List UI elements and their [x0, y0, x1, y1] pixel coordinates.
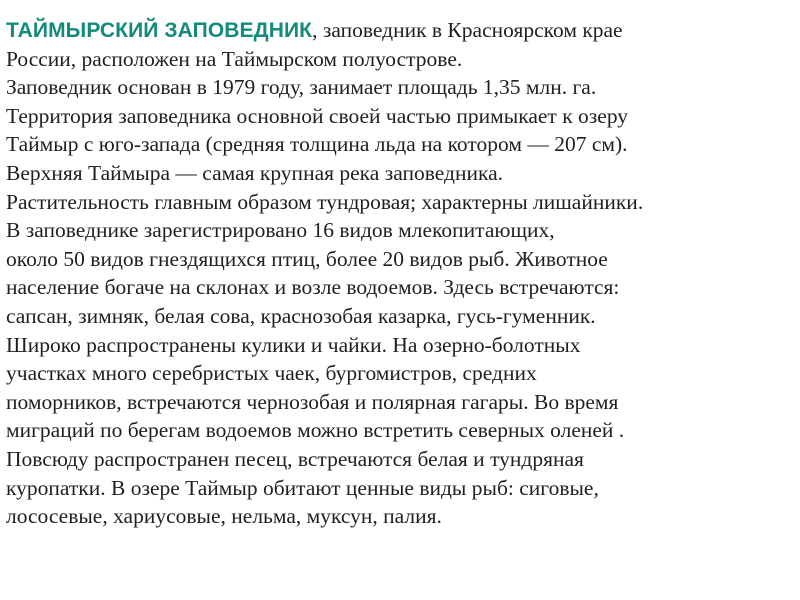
paragraph-line: сапсан, зимняк, белая сова, краснозобая казарка, гусь-гуменник. [6, 303, 596, 328]
paragraph-line: Повсюду распространен песец, встречаются белая и тундряная [6, 446, 584, 471]
paragraph-line: население богаче на склонах и возле водоемов. Здесь встречаются: [6, 275, 620, 300]
paragraph-line: Таймыр с юго-запада (средняя толщина льда на котором — 207 см). [6, 132, 628, 157]
paragraph-line: лососевые, хариусовые, нельма, муксун, палия. [6, 504, 442, 529]
paragraph-line: куропатки. В озере Таймыр обитают ценные виды рыб: сиговые, [6, 475, 599, 500]
paragraph-line: участках много серебристых чаек, бургомистров, средних [6, 361, 537, 386]
paragraph-line: Верхняя Таймыра — самая крупная река заповедника. [6, 160, 503, 185]
paragraph-line: России, расположен на Таймырском полуострове. [6, 46, 463, 71]
paragraph-line: В заповеднике зарегистрировано 16 видов млекопитающих, [6, 218, 555, 243]
paragraph-line: поморников, встречаются чернозобая и полярная гагары. Во время [6, 389, 619, 414]
paragraph-line: Территория заповедника основной своей частью примыкает к озеру [6, 103, 629, 128]
document-title: ТАЙМЫРСКИЙ ЗАПОВЕДНИК [6, 19, 313, 42]
document-title-tail: , заповедник в Красноярском крае [312, 18, 623, 42]
paragraph-line: около 50 видов гнездящихся птиц, более 20 видов рыб. Животное [6, 246, 608, 271]
document-first-line [6, 16, 794, 45]
paragraph-line: Широко распространены кулики и чайки. На озерно-болотных [6, 332, 581, 357]
paragraph-line: миграций по берегам водоемов можно встретить северных оленей . [6, 418, 625, 443]
paragraph-line: Заповедник основан в 1979 году, занимает площадь 1,35 млн. га. [6, 75, 597, 100]
paragraph-line: Растительность главным образом тундровая; характерны лишайники. [6, 189, 644, 214]
